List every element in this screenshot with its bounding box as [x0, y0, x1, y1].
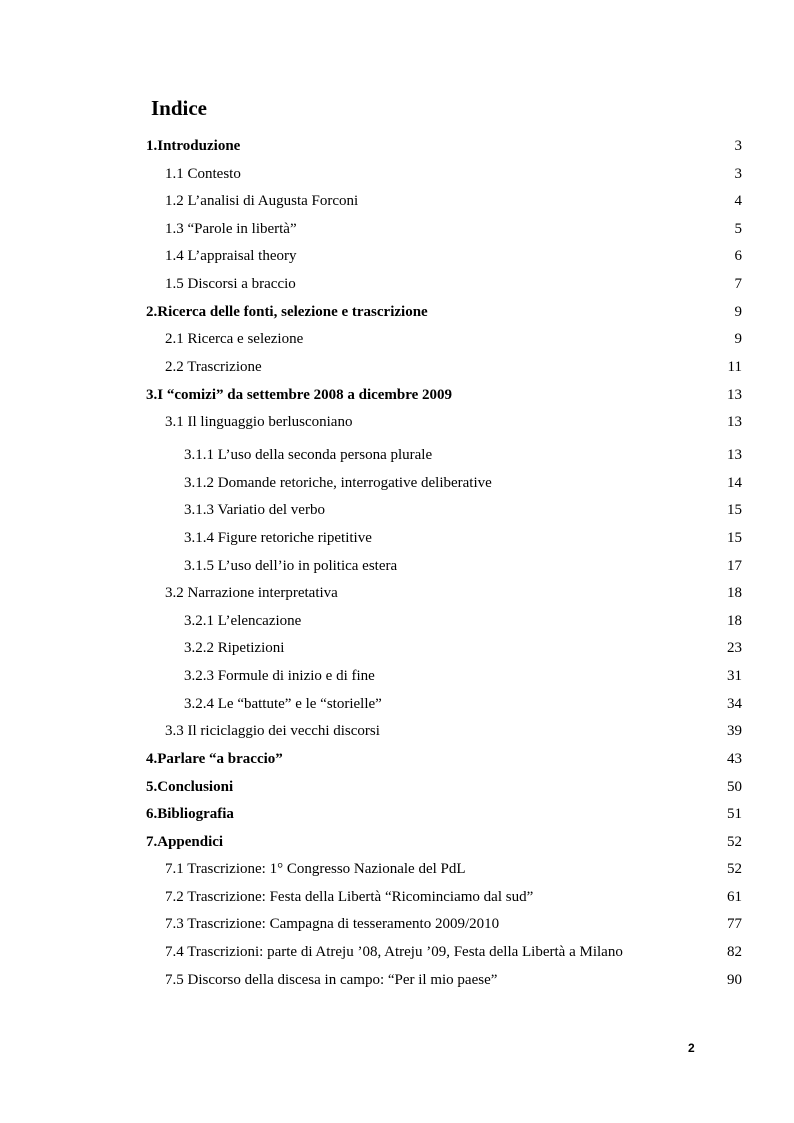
toc-entry-page: 50 [727, 779, 742, 795]
toc-entry-label: 7.4 Trascrizioni: parte di Atreju ’08, Atreju ’09, Festa della Libertà a Milano [165, 944, 623, 960]
toc-entry-page: 6 [734, 248, 742, 264]
toc-entry-page: 18 [727, 613, 742, 629]
toc-entry[interactable] [0, 445, 794, 465]
toc-entry-label: 3.2.3 Formule di inizio e di fine [184, 668, 375, 684]
toc-entry-label: 2.Ricerca delle fonti, selezione e trascrizione [146, 304, 428, 320]
toc-entry[interactable] [0, 164, 794, 184]
toc-entry-page: 82 [727, 944, 742, 960]
toc-entry-label: 2.1 Ricerca e selezione [165, 331, 304, 347]
toc-entry-label: 1.1 Contesto [165, 166, 241, 182]
toc-entry-label: 3.1 Il linguaggio berlusconiano [165, 414, 353, 430]
toc-entry[interactable] [0, 583, 794, 603]
toc-entry-label: 7.Appendici [146, 834, 224, 850]
toc-entry-page: 5 [734, 221, 742, 237]
toc-entry-label: 3.1.3 Variatio del verbo [184, 502, 325, 518]
toc-entry-label: 3.3 Il riciclaggio dei vecchi discorsi [165, 723, 380, 739]
toc-entry-page: 52 [727, 834, 742, 850]
toc-entry-page: 90 [727, 972, 742, 988]
toc-entry[interactable] [0, 666, 794, 686]
toc-entry-page: 14 [727, 475, 742, 491]
toc-entry-label: 6.Bibliografia [146, 806, 234, 822]
toc-entry[interactable] [0, 694, 794, 714]
toc-entry[interactable] [0, 777, 794, 797]
toc-entry[interactable] [0, 191, 794, 211]
toc-entry-page: 31 [727, 668, 742, 684]
toc-entry-page: 13 [727, 447, 742, 463]
toc-entry-page: 43 [727, 751, 742, 767]
toc-entry-page: 18 [727, 585, 742, 601]
toc-entry[interactable] [0, 329, 794, 349]
toc-entry-page: 52 [727, 861, 742, 877]
toc-entry-page: 11 [727, 359, 742, 375]
toc-entry-label: 3.2.4 Le “battute” e le “storielle” [184, 696, 382, 712]
toc-entry[interactable] [0, 859, 794, 879]
toc-entry-page: 3 [734, 138, 742, 154]
toc-entry[interactable] [0, 556, 794, 576]
toc-entry-page: 34 [727, 696, 742, 712]
toc-entry-label: 1.Introduzione [146, 138, 241, 154]
toc-entry-page: 15 [727, 530, 742, 546]
toc-entry-label: 7.3 Trascrizione: Campagna di tesseramento 2009/2010 [165, 916, 500, 932]
toc-entry[interactable] [0, 302, 794, 322]
toc-entry[interactable] [0, 832, 794, 852]
toc-entry[interactable] [0, 914, 794, 934]
toc-entry-page: 9 [734, 331, 742, 347]
toc-entry[interactable] [0, 804, 794, 824]
toc-entry[interactable] [0, 246, 794, 266]
toc-entry-label: 3.2 Narrazione interpretativa [165, 585, 338, 601]
toc-entry-label: 3.I “comizi” da settembre 2008 a dicembre 2009 [146, 387, 453, 403]
toc-entry[interactable] [0, 721, 794, 741]
toc-entry[interactable] [0, 412, 794, 432]
toc-entry-label: 3.1.4 Figure retoriche ripetitive [184, 530, 372, 546]
toc-entry-page: 9 [734, 304, 742, 320]
toc-entry-label: 7.2 Trascrizione: Festa della Libertà “Ricominciamo dal sud” [165, 889, 534, 905]
toc-entry-page: 13 [727, 414, 742, 430]
toc-entry-page: 7 [734, 276, 742, 292]
toc-entry[interactable] [0, 942, 794, 962]
toc-entry[interactable] [0, 638, 794, 658]
toc-entry-label: 3.1.2 Domande retoriche, interrogative deliberative [184, 475, 492, 491]
toc-entry-label: 2.2 Trascrizione [165, 359, 262, 375]
toc-entry[interactable] [0, 385, 794, 405]
toc-entry-page: 13 [727, 387, 742, 403]
toc-entry-label: 7.1 Trascrizione: 1° Congresso Nazionale del PdL [165, 861, 466, 877]
toc-entry[interactable] [0, 528, 794, 548]
toc-entry[interactable] [0, 887, 794, 907]
toc-entry-page: 61 [727, 889, 742, 905]
toc-entry-label: 3.2.1 L’elencazione [184, 613, 302, 629]
toc-entry[interactable] [0, 500, 794, 520]
toc-entry[interactable] [0, 136, 794, 156]
toc-entry[interactable] [0, 357, 794, 377]
toc-entry-label: 3.1.1 L’uso della seconda persona plurale [184, 447, 433, 463]
toc-entry[interactable] [0, 970, 794, 990]
toc-entry[interactable] [0, 749, 794, 769]
toc-entry-label: 4.Parlare “a braccio” [146, 751, 283, 767]
toc-entry-label: 1.4 L’appraisal theory [165, 248, 297, 264]
toc-entry-label: 7.5 Discorso della discesa in campo: “Per il mio paese” [165, 972, 498, 988]
toc-entry-page: 51 [727, 806, 742, 822]
toc-entry[interactable] [0, 274, 794, 294]
toc-entry-page: 15 [727, 502, 742, 518]
toc-entry-page: 39 [727, 723, 742, 739]
toc-entry-page: 23 [727, 640, 742, 656]
toc-entry[interactable] [0, 473, 794, 493]
toc-entry-page: 4 [734, 193, 742, 209]
toc-entry[interactable] [0, 219, 794, 239]
toc-entry-label: 1.3 “Parole in libertà” [165, 221, 297, 237]
page-title: Indice [151, 96, 208, 120]
toc-entry-label: 1.2 L’analisi di Augusta Forconi [165, 193, 359, 209]
toc-entry-label: 1.5 Discorsi a braccio [165, 276, 296, 292]
toc-entry-label: 3.2.2 Ripetizioni [184, 640, 285, 656]
toc-entry-label: 5.Conclusioni [146, 779, 234, 795]
toc-entry-page: 3 [734, 166, 742, 182]
toc-entry-page: 17 [727, 558, 742, 574]
page-number: 2 [688, 1041, 695, 1055]
toc-entry-page: 77 [727, 916, 742, 932]
toc-entry-label: 3.1.5 L’uso dell’io in politica estera [184, 558, 398, 574]
toc-entry[interactable] [0, 611, 794, 631]
